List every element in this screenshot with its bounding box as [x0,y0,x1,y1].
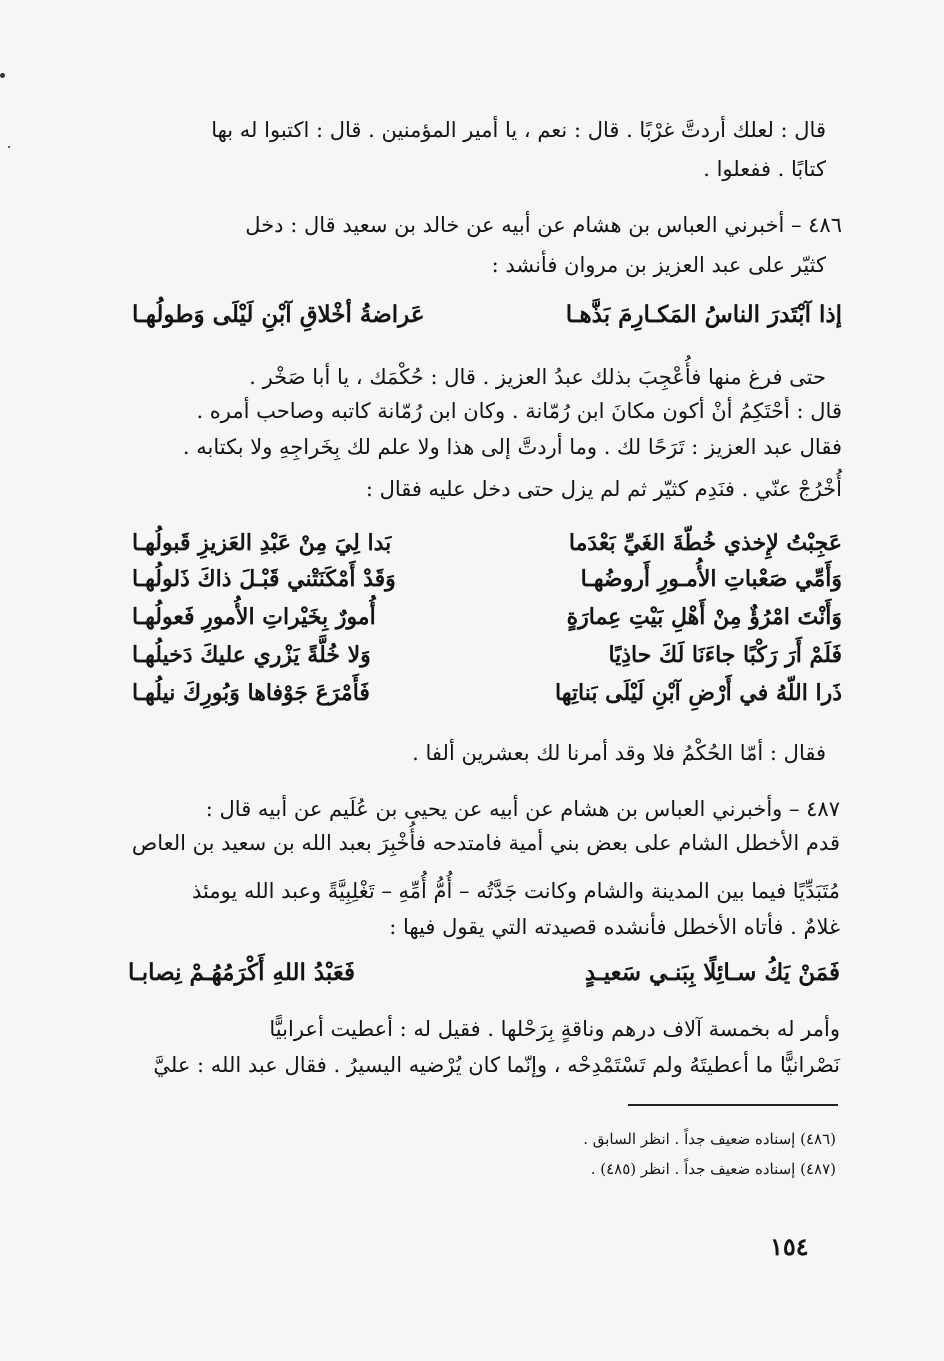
footnote: (٤٨٦) إسناده ضعيف جداً . انظر السابق . [583,1130,836,1148]
text-line: أُخْرُجْ عنّي . فنَدِم كثيّر ثم لم يزل حتى دخل عليه فقال : [365,477,842,501]
text-line: مُتَبَدِّيًا فيما بين المدينة والشام وكانت جَدَّتُه – أُمُّ أُمِّهِ – تَغْلِبِيَّةً وعبد الله يومئذ [192,879,840,903]
verse-hemistich-right: عَجِبْتُ لإِخذي خُطّةَ الغَيِّ بَعْدَما [568,530,842,556]
verse-hemistich-left: بَدا لِيَ مِنْ عَبْدِ العَزيزِ قَبولُهـا [132,530,392,556]
text-line: قدم الأخطل الشام على بعض بني أمية فامتدحه فأُخْبِرَ بعبد الله بن سعيد بن العاص [131,831,840,855]
text-line: قال : لعلك أردتَّ غرْبًا . قال : نعم ، يا أمير المؤمنين . قال : اكتبوا له بها [211,118,826,142]
page-number: ١٥٤ [770,1232,809,1261]
text-line: ٤٨٧ – وأخبرني العباس بن هشام عن أبيه عن يحيى بن عُلَيم عن أبيه قال : [205,797,840,821]
margin-mark [0,73,5,78]
text-line: حتى فرغ منها فأُعْجِبَ بذلك عبدُ العزيز . قال : حُكْمَك ، يا أبا صَخْر . [249,365,826,389]
margin-mark [8,146,10,148]
text-line: ٤٨٦ – أخبرني العباس بن هشام عن أبيه عن خالد بن سعيد قال : دخل [245,213,842,237]
verse-hemistich-right: فَلَمْ أَرَ رَكْبًا جاءَنَا لَكَ حاذِيًا [608,642,842,668]
verse-hemistich-left: فَعَبْدُ اللهِ أَكْرَمُهُـمْ نِصابـا [128,959,355,986]
text-line: كثيّر على عبد العزيز بن مروان فأنشد : [491,253,826,277]
text-line: وأمر له بخمسة آلاف درهم وناقةٍ بِرَحْلها . فقيل له : أعطيت أعرابيًّا [269,1017,840,1041]
verse-hemistich-right: إذا آبْتَدرَ الناسُ المَكـارِمَ بَذَّهـا [565,301,842,328]
text-line: فقال : أمّا الحُكْمُ فلا وقد أمرنا لك بعشرين ألفا . [412,741,826,765]
footnote-separator [628,1104,838,1106]
verse-hemistich-left: عَراضةُ أخْلاقِ آبْنِ لَيْلَى وَطولُهـا [132,301,425,328]
verse-hemistich-right: وَأَنْتَ امْرُؤٌ مِنْ أَهْلِ بَيْتِ عِمارَةٍ [566,604,842,630]
text-line: غلامٌ . فأتاه الأخطل فأنشده قصيدته التي يقول فيها : [389,915,840,939]
verse-hemistich-left: وَلا خُلَّةً يَزْري عليكَ دَخيلُهـا [132,642,371,668]
verse-hemistich-right: فَمَنْ يَكُ سـائِلًا بِبَنـي سَعيـدٍ [584,959,840,986]
verse-hemistich-right: ذَرا اللّهُ في أَرْضِ آبْنِ لَيْلَى بَناتِها [555,680,842,706]
verse-hemistich-left: وَقَدْ أَمْكَنَتْني قَبْـلَ ذاكَ ذَلولُهـا [132,566,396,592]
text-line: فقال عبد العزيز : تَرَحًا لك . وما أردتَّ إلى هذا ولا علم لك بِخَراجِهِ ولا بكتابه . [182,435,842,459]
text-line: نَصْرانيًّا ما أعطيتَهُ ولم تَسْتَمْدِحْه ، وإنّما كان يُرْضيه اليسيرُ . فقال عبد الله : عليَّ [153,1053,840,1077]
text-line: كتابًا . ففعلوا . [703,157,826,181]
verse-hemistich-left: فَأَمْرَعَ جَوْفاها وَبُورِكَ نيلُهـا [132,680,370,706]
footnote: (٤٨٧) إسناده ضعيف جداً . انظر (٤٨٥) . [590,1160,836,1178]
verse-hemistich-right: وَأَمِّي صَعْباتِ الأُمـورِ أَروضُهـا [580,566,842,592]
text-line: قال : أحْتَكِمُ أنْ أكون مكانَ ابن رُمّانة . وكان ابن رُمّانة كاتبه وصاحب أمره . [196,399,842,423]
verse-hemistich-left: أُمورٌ بِخَيْراتِ الأُمورِ فَعولُهـا [132,604,376,630]
